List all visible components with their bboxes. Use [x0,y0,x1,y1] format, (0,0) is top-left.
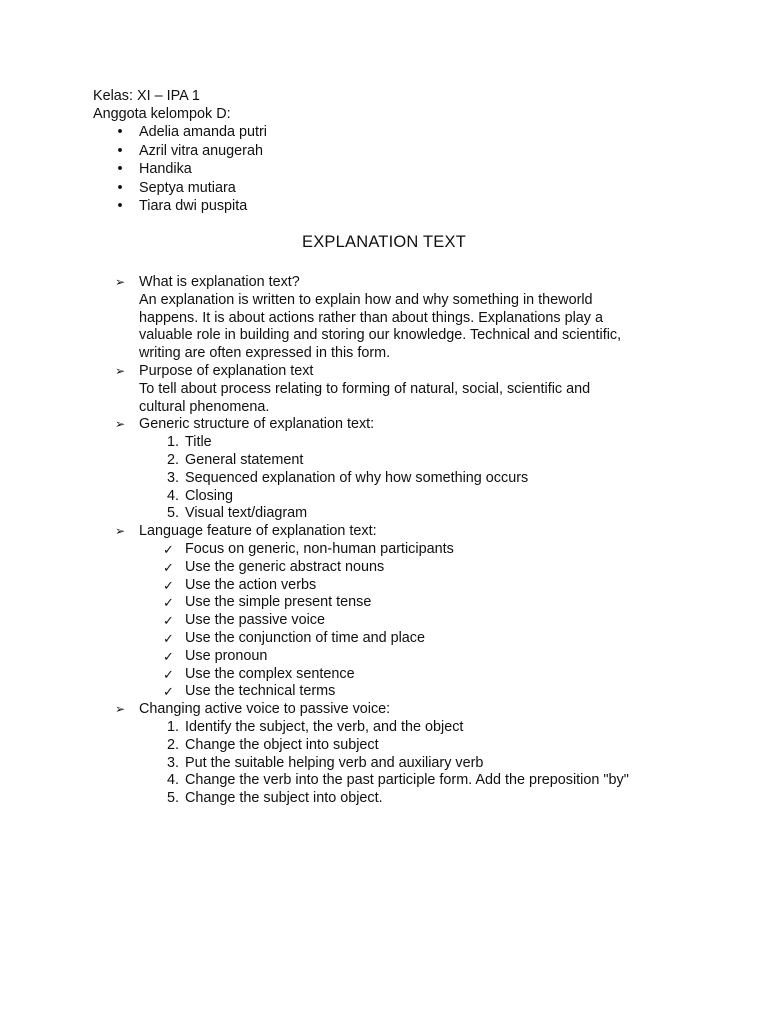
arrow-bullet-icon: ➢ [115,275,126,289]
list-item: 3. Sequenced explanation of why how something occurs [166,469,529,486]
list-item: ✓ Use the complex sentence [163,665,355,682]
section-paragraph [115,292,675,363]
section-purpose [115,363,675,416]
list-item: ✓ Focus on generic, non-human participants [163,540,454,557]
member-item: • Adelia amanda putri [93,123,267,142]
checkmark-icon: ✓ [163,577,174,593]
section-heading: ➢ Language feature of explanation text: [115,523,377,540]
list-item: ✓ Use the technical terms [163,683,336,700]
section-what [115,274,675,363]
bullet-icon: • [117,198,123,214]
list-item: 5. Change the subject into object. [166,790,383,807]
section-heading: ➢ Changing active voice to passive voice: [115,701,391,718]
section-paragraph [115,381,675,417]
list-item: 1. Title [166,434,212,451]
list-item: ✓ Use the action verbs [163,576,317,593]
document-title: EXPLANATION TEXT [302,233,466,251]
checkmark-icon: ✓ [163,630,174,646]
checkmark-icon: ✓ [163,541,174,557]
list-item: ✓ Use the conjunction of time and place [163,629,425,646]
list-item: ✓ Use the simple present tense [163,594,372,611]
member-list [93,123,267,216]
list-item: 3. Put the suitable helping verb and auxiliary verb [166,754,484,771]
list-item: 4. Closing [166,487,233,504]
paragraph-line: To tell about process relating to forming of natural, social, scientific and [139,380,591,397]
paragraph-line: cultural phenomena. [139,398,270,415]
list-item: 1. Identify the subject, the verb, and the object [166,718,464,735]
section-heading: ➢ Generic structure of explanation text: [115,416,375,433]
section-heading: ➢ What is explanation text? [115,274,300,290]
class-label: Kelas: XI – IPA 1 [93,88,200,104]
checkmark-icon: ✓ [163,666,174,682]
list-item: 2. Change the object into subject [166,736,379,753]
bullet-icon: • [117,142,123,159]
bullet-icon: • [117,179,123,196]
section-passive [115,701,675,808]
paragraph-line: An explanation is written to explain how and why something in theworld [139,291,593,308]
checkmark-icon: ✓ [163,559,174,575]
arrow-bullet-icon: ➢ [115,524,126,539]
paragraph-line: happens. It is about actions rather than about things. Explanations play a [139,309,604,326]
member-item: • Tiara dwi puspita [93,197,267,216]
bullet-icon: • [117,124,123,140]
arrow-bullet-icon: ➢ [115,363,126,378]
arrow-bullet-icon: ➢ [115,417,126,432]
passive-steps-list [115,719,675,808]
list-item: 2. General statement [166,451,304,468]
section-structure [115,416,675,523]
list-item: 4. Change the verb into the past participle form. Add the preposition "by" [166,772,629,789]
bullet-icon: • [117,161,123,177]
document-header [93,87,267,216]
paragraph-line: writing are often expressed in this form. [139,345,391,362]
language-feature-list [115,541,675,701]
checkmark-icon: ✓ [163,613,174,629]
list-item: ✓ Use the passive voice [163,612,325,629]
checkmark-icon: ✓ [163,648,174,664]
member-item: • Azril vitra anugerah [93,142,267,161]
checkmark-icon: ✓ [163,595,174,611]
member-item: • Handika [93,160,267,179]
list-item: 5. Visual text/diagram [166,505,308,522]
list-item: ✓ Use pronoun [163,647,268,664]
list-item: ✓ Use the generic abstract nouns [163,558,385,575]
section-heading: ➢ Purpose of explanation text [115,362,314,379]
group-members-label: Anggota kelompok D: [93,106,231,122]
document-body [115,274,675,808]
checkmark-icon: ✓ [163,684,174,700]
paragraph-line: valuable role in building and storing our knowledge. Technical and scientific, [139,327,622,344]
arrow-bullet-icon: ➢ [115,702,126,717]
section-language [115,523,675,701]
member-item: • Septya mutiara [93,179,267,198]
structure-list [115,434,675,523]
